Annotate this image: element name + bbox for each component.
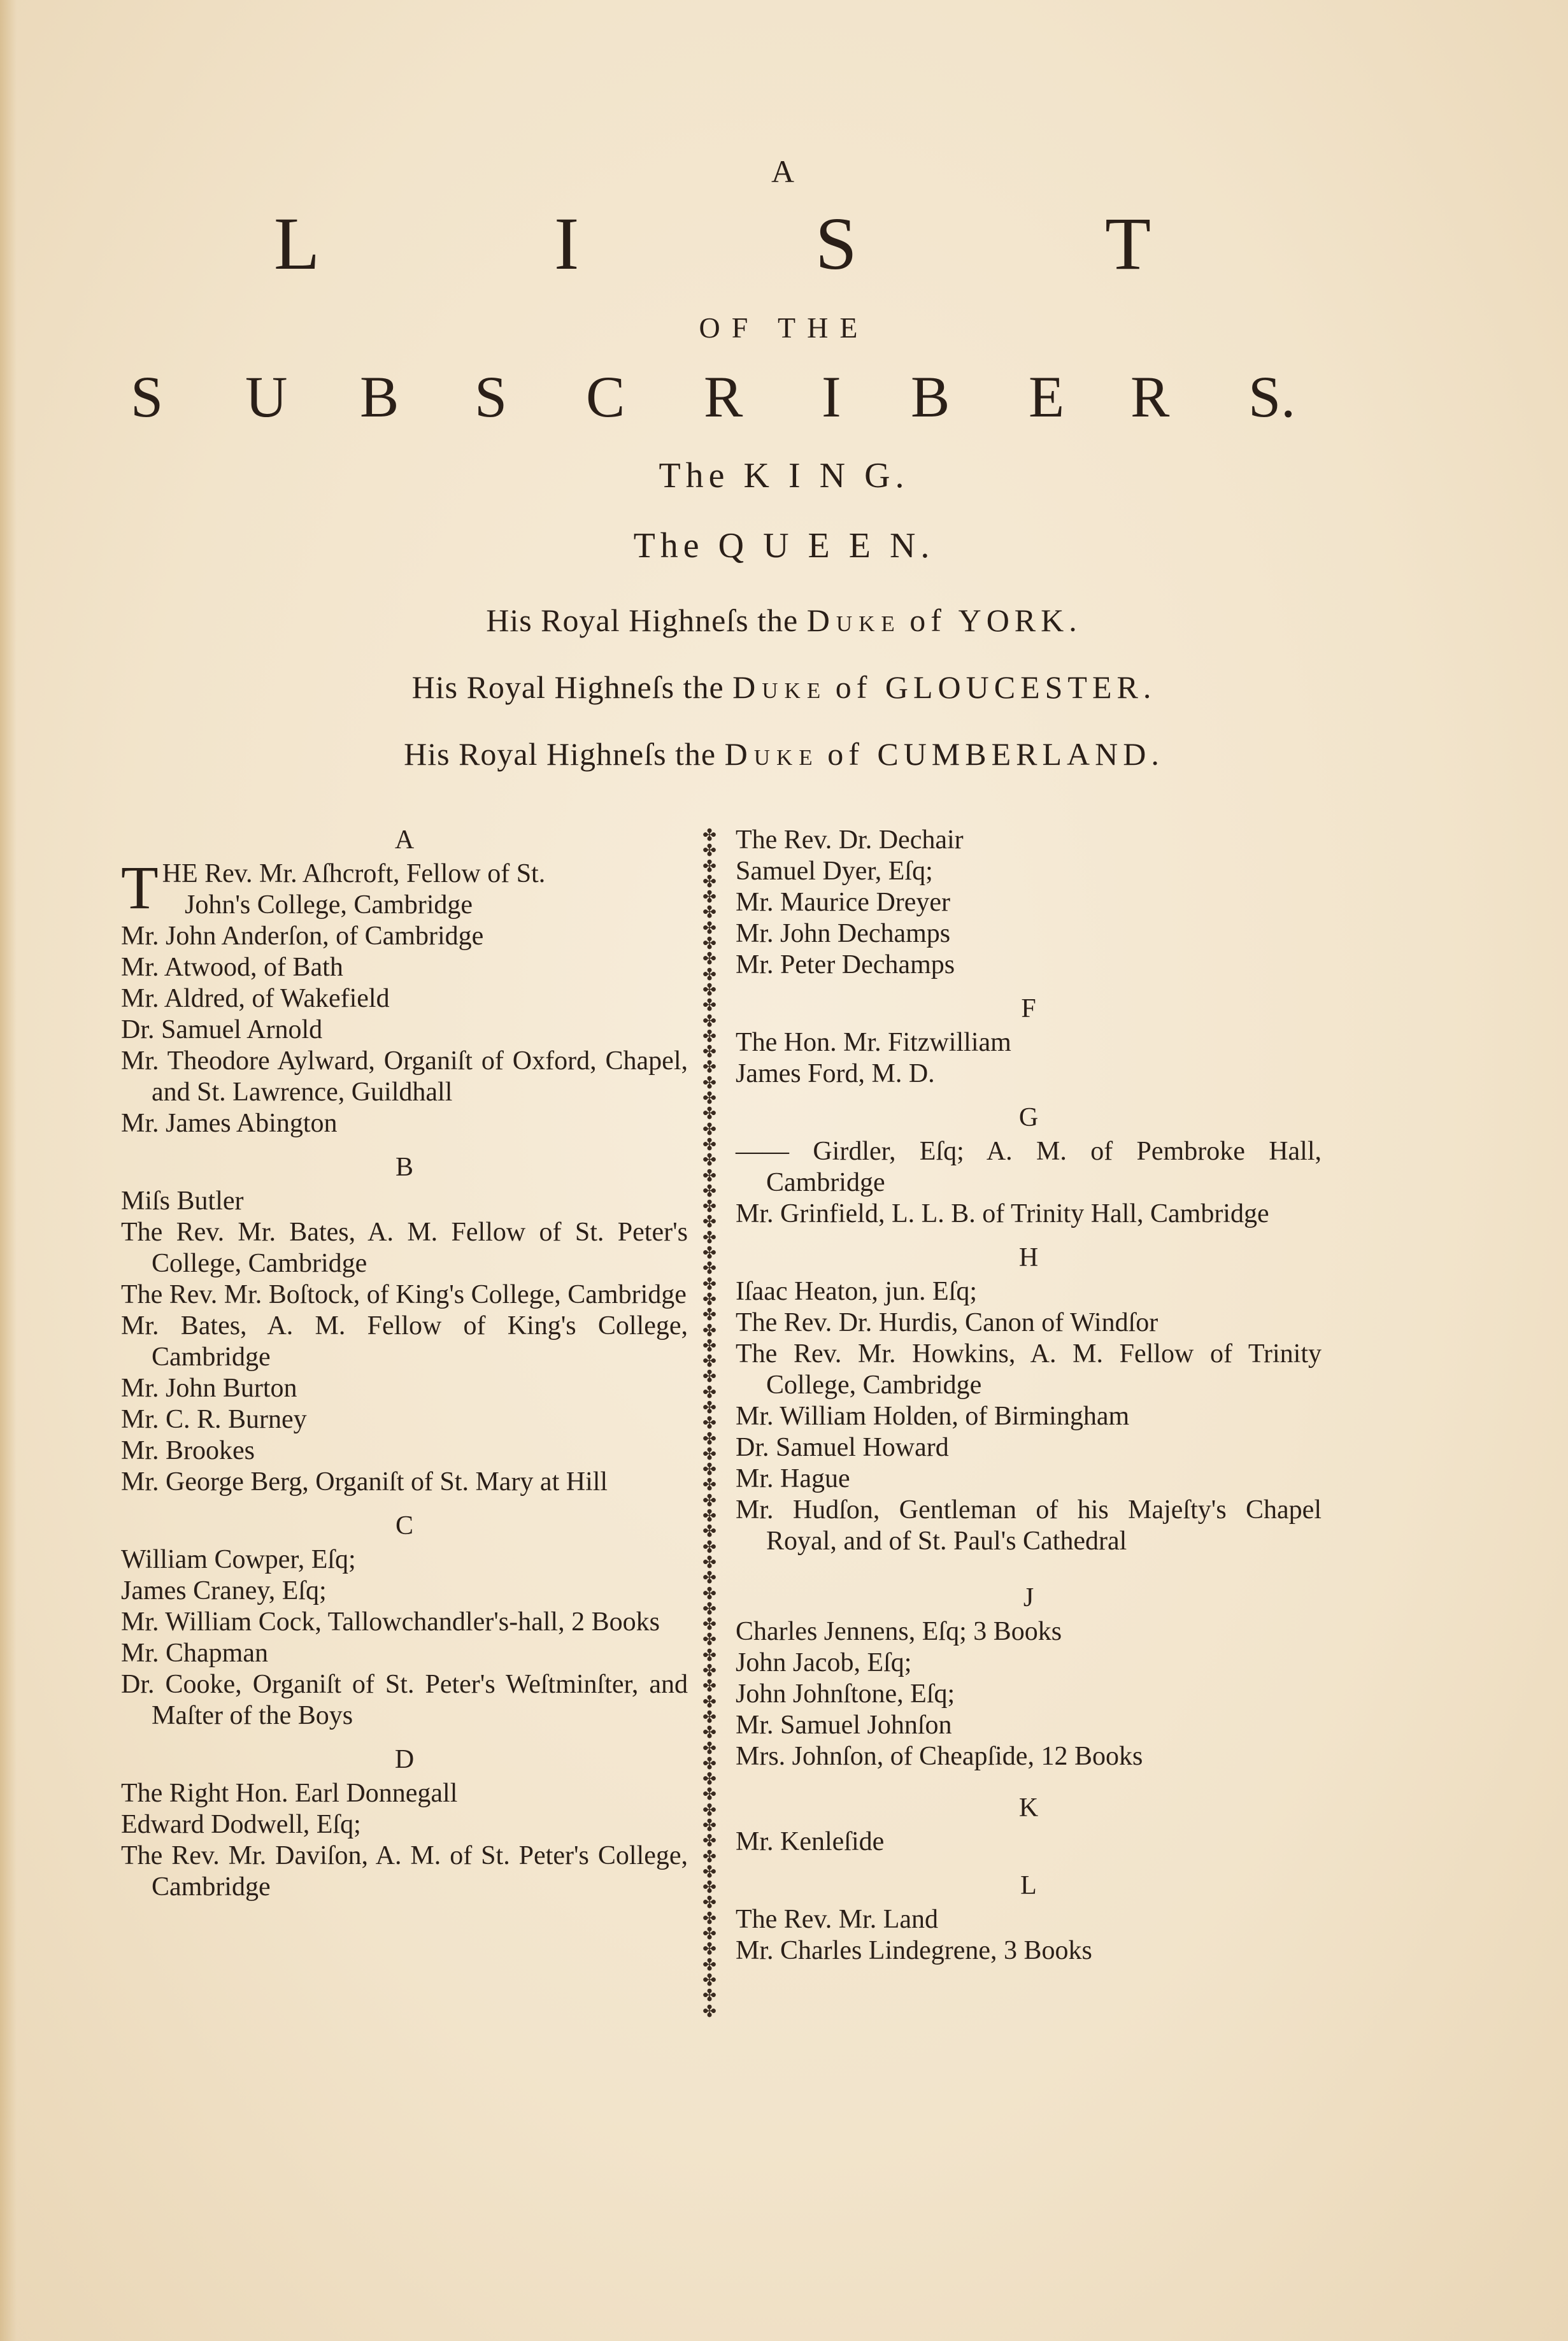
list-item: The Rev. Mr. Land xyxy=(736,1905,939,1934)
list-item: The Rev. Mr. Howkins, A. M. Fellow of Trinity College, Cambridge xyxy=(736,1339,1322,1400)
list-item xyxy=(121,853,688,921)
title-list-letter: T xyxy=(1105,202,1151,285)
royal-king: The K I N G. xyxy=(659,456,909,495)
list-item: Mr. Chapman xyxy=(121,1639,268,1668)
royal-duke: Duke xyxy=(806,602,901,638)
royal-gloucester xyxy=(0,669,1568,706)
section-letter-d: D xyxy=(394,1745,415,1774)
royal-duke: Duke xyxy=(724,736,819,772)
list-item: The Hon. Mr. Fitzwilliam xyxy=(736,1028,1011,1057)
list-item: Mr. Brookes xyxy=(121,1436,255,1465)
list-item: Mr. John Dechamps xyxy=(736,919,951,948)
section-letter-h: H xyxy=(1018,1243,1039,1272)
list-item: The Rev. Mr. Bates, A. M. Fellow of St. Peter's College, Cambridge xyxy=(121,1218,688,1278)
list-item: Mr. Aldred, of Wakefield xyxy=(121,984,390,1013)
list-item: Dr. Samuel Howard xyxy=(736,1433,949,1462)
royal-queen: The Q U E E N. xyxy=(633,526,935,566)
subscribers-right-column xyxy=(736,825,1322,1967)
title-subscribers-letter: U xyxy=(245,364,288,429)
list-item: Mr. Hudſon, Gentleman of his Majeſty's Chapel Royal, and of St. Paul's Cathedral xyxy=(736,1495,1322,1556)
title-article: A xyxy=(771,153,797,189)
list-item: Mr. William Holden, of Birmingham xyxy=(736,1402,1130,1431)
title-subscribers-letter: S xyxy=(474,364,508,429)
list-item: The Rev. Dr. Dechair xyxy=(736,825,964,855)
title-subscribers xyxy=(0,363,1568,433)
royal-prefix: His Royal Highneſs the xyxy=(404,736,716,772)
subscribers-left-column xyxy=(121,825,688,1903)
list-item: Mr. Samuel Johnſon xyxy=(736,1711,952,1740)
list-item: The Rev. Mr. Daviſon, A. M. of St. Peter's College, Cambridge xyxy=(121,1841,688,1902)
list-item: Miſs Butler xyxy=(121,1186,244,1216)
fleuron-chain-divider-icon: ✤ ✤ ✤ ✤ ✤ ✤ ✤ ✤ ✤ ✤ ✤ ✤ ✤ ✤ ✤ ✤ ✤ ✤ ✤ ✤ ✤ ✤ ✤ ✤ ✤ ✤ ✤ ✤ ✤ ✤ ✤ ✤ ✤ ✤ ✤ ✤ ✤ ✤ ✤ ✤ ✤ ✤ ✤ ✤ ✤ ✤ ✤ ✤ ✤ ✤ ✤ ✤ ✤ ✤ ✤ ✤ ✤ ✤ ✤ ✤ ✤ ✤ ✤ ✤ ✤ ✤ ✤ ✤ ✤ ✤ ✤ ✤ ✤ ✤ ✤ ✤ ✤ xyxy=(702,828,716,2019)
list-item: Edward Dodwell, Eſq; xyxy=(121,1810,361,1839)
royal-title: of CUMBERLAND. xyxy=(827,736,1164,772)
royal-prefix: His Royal Highneſs the xyxy=(486,602,799,638)
list-item: William Cowper, Eſq; xyxy=(121,1545,356,1574)
list-item: James Ford, M. D. xyxy=(736,1059,935,1088)
title-subscribers-letter: C xyxy=(586,364,625,429)
title-subscribers-letter: B xyxy=(911,364,950,429)
list-item: The Rev. Dr. Hurdis, Canon of Windſor xyxy=(736,1308,1158,1337)
list-item: Dr. Cooke, Organiſt of St. Peter's Weſtminſter, and Maſter of the Boys xyxy=(121,1670,688,1730)
royal-duke: Duke xyxy=(732,669,827,705)
section-letter-l: L xyxy=(1020,1871,1037,1900)
royal-york xyxy=(0,602,1568,639)
list-item: Mr. John Anderſon, of Cambridge xyxy=(121,921,484,951)
list-item: Samuel Dyer, Eſq; xyxy=(736,857,933,886)
list-item: Mr. Bates, A. M. Fellow of King's College, Cambridge xyxy=(121,1311,688,1372)
section-letter-f: F xyxy=(1021,994,1036,1023)
list-item-continuation: John's College, Cambridge xyxy=(185,890,473,920)
list-item: Mrs. Johnſon, of Cheapſide, 12 Books xyxy=(736,1742,1143,1771)
list-item: The Rev. Mr. Boſtock, of King's College, Cambridge xyxy=(121,1280,687,1309)
list-item: Mr. Peter Dechamps xyxy=(736,950,955,979)
title-list-letter: I xyxy=(554,202,580,285)
page-binding-edge xyxy=(0,0,17,2341)
list-item: John Jacob, Eſq; xyxy=(736,1648,912,1677)
section-letter-a: A xyxy=(394,825,415,855)
list-item: Mr. James Abington xyxy=(121,1109,338,1138)
royal-title: of YORK. xyxy=(909,602,1082,638)
list-item: Mr. Maurice Dreyer xyxy=(736,888,951,917)
title-subscribers-letter: E xyxy=(1029,364,1065,429)
list-item: —— Girdler, Eſq; A. M. of Pembroke Hall, Cambridge xyxy=(736,1137,1322,1197)
list-item: Mr. Hague xyxy=(736,1464,850,1493)
section-letter-j: J xyxy=(1023,1583,1034,1612)
royal-cumberland xyxy=(0,736,1568,772)
list-item: The Right Hon. Earl Donnegall xyxy=(121,1779,458,1808)
list-item: Dr. Samuel Arnold xyxy=(121,1015,323,1044)
list-item-first-line: HE Rev. Mr. Aſhcroft, Fellow of St. xyxy=(162,859,546,888)
royal-prefix: His Royal Highneſs the xyxy=(411,669,724,705)
section-letter-c: C xyxy=(395,1511,413,1541)
title-subscribers-letter: S xyxy=(131,364,164,429)
title-subscribers-letter: S. xyxy=(1248,364,1296,429)
title-of-the: OF THE xyxy=(699,311,869,344)
section-letter-b: B xyxy=(395,1153,413,1182)
list-item: Charles Jennens, Eſq; 3 Books xyxy=(736,1617,1062,1646)
list-item: Mr. Charles Lindegrene, 3 Books xyxy=(736,1936,1092,1965)
title-list xyxy=(0,201,1568,290)
list-item: Mr. Atwood, of Bath xyxy=(121,953,343,982)
drop-cap: T xyxy=(121,853,159,921)
section-letter-k: K xyxy=(1018,1793,1039,1823)
section-letter-g: G xyxy=(1018,1103,1039,1132)
list-item: Mr. George Berg, Organiſt of St. Mary at Hill xyxy=(121,1467,608,1497)
list-item: Mr. William Cock, Tallowchandler's-hall, 2 Books xyxy=(121,1607,660,1637)
list-item: James Craney, Eſq; xyxy=(121,1576,327,1605)
title-subscribers-letter: I xyxy=(822,364,841,429)
title-subscribers-letter: R xyxy=(704,364,743,429)
royal-title: of GLOUCESTER. xyxy=(835,669,1157,705)
title-subscribers-letter: B xyxy=(360,364,399,429)
title-list-letter: L xyxy=(274,202,320,285)
list-item: Mr. John Burton xyxy=(121,1374,297,1403)
list-item: John Johnſtone, Eſq; xyxy=(736,1679,955,1709)
title-subscribers-letter: R xyxy=(1130,364,1170,429)
list-item: Mr. C. R. Burney xyxy=(121,1405,307,1434)
title-list-letter: S xyxy=(815,202,857,285)
list-item: Iſaac Heaton, jun. Eſq; xyxy=(736,1277,978,1306)
list-item: Mr. Theodore Aylward, Organiſt of Oxford, Chapel, and St. Lawrence, Guildhall xyxy=(121,1046,688,1107)
list-item: Mr. Kenleſide xyxy=(736,1827,885,1856)
list-item: Mr. Grinfield, L. L. B. of Trinity Hall, Cambridge xyxy=(736,1199,1269,1228)
